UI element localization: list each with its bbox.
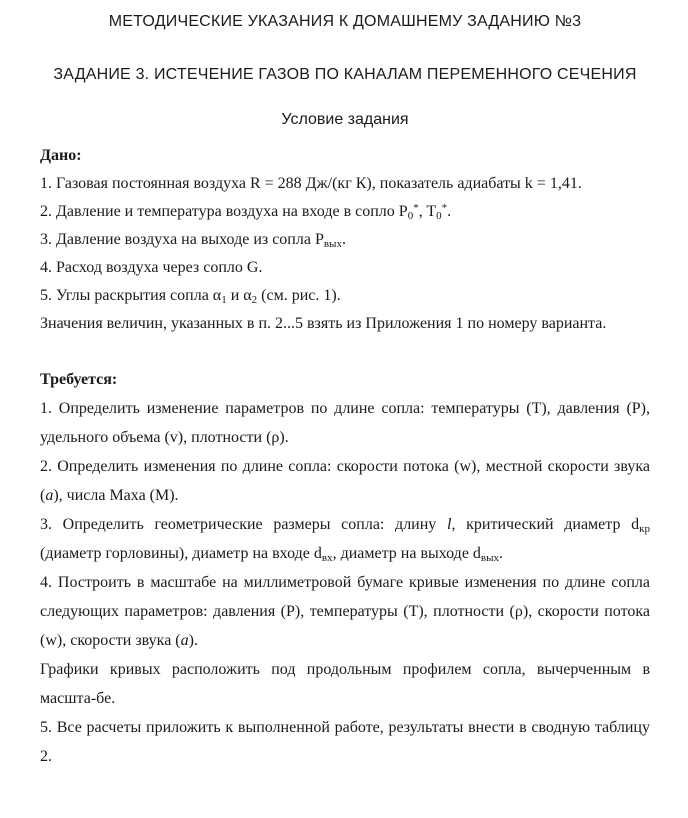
given-heading: Дано: (40, 147, 82, 164)
given-item-1: 1. Газовая постоянная воздуха R = 288 Дж/(кг К), показатель адиабаты k = 1,41. (40, 175, 582, 192)
given-note: Значения величин, указанных в п. 2...5 взять из Приложения 1 по номеру варианта. (40, 315, 607, 332)
given-item-4: 4. Расход воздуха через сопло G. (40, 259, 263, 276)
required-note: Графики кривых расположить под продольным профилем сопла, вычерченным в масшта-бе. (40, 661, 650, 707)
required-item-5: 5. Все расчеты приложить к выполненной работе, результаты внести в сводную таблицу 2. (40, 719, 650, 765)
section-subtitle: Условие задания (281, 111, 409, 128)
required-heading: Требуется: (40, 371, 118, 388)
given-item-5: 5. Углы раскрытия сопла $\alpha_1$ и $\alpha_2$ (см. рис. 1). (40, 287, 341, 306)
given-item-2: 2. Давление и температура воздуха на входе в сопло $P_0^*$, $T_0^*$. (40, 202, 452, 222)
document-title: МЕТОДИЧЕСКИЕ УКАЗАНИЯ К ДОМАШНЕМУ ЗАДАНИЮ №3 (108, 13, 582, 30)
required-item-2: 2. Определить изменения по длине сопла: скорости потока (w), местной скорости звука (а), числа Маха (М). (40, 458, 650, 504)
given-item-3: 3. Давление воздуха на выходе из сопла $P_{вых}$. (40, 231, 346, 250)
required-item-1: 1. Определить изменение параметров по длине сопла: температуры (Т), давления (Р), удельного объема (v), плотности (ρ). (40, 400, 650, 446)
required-item-4: 4. Построить в масштабе на миллиметровой бумаге кривые изменения по длине сопла следующих параметров: давления (Р), температуры (Т), плотности (ρ), скорости потока (w), скорости звука (а). (40, 574, 650, 649)
task-title: ЗАДАНИЕ 3. ИСТЕЧЕНИЕ ГАЗОВ ПО КАНАЛАМ ПЕРЕМЕННОГО СЕЧЕНИЯ (53, 66, 637, 83)
required-item-3: 3. Определить геометрические размеры сопла: длину l, критический диаметр $d_{кр}$ (диаметр горловины), диаметр на входе $d_{вх}$, диаметр на выходе $d_{вых}$. (40, 516, 651, 564)
